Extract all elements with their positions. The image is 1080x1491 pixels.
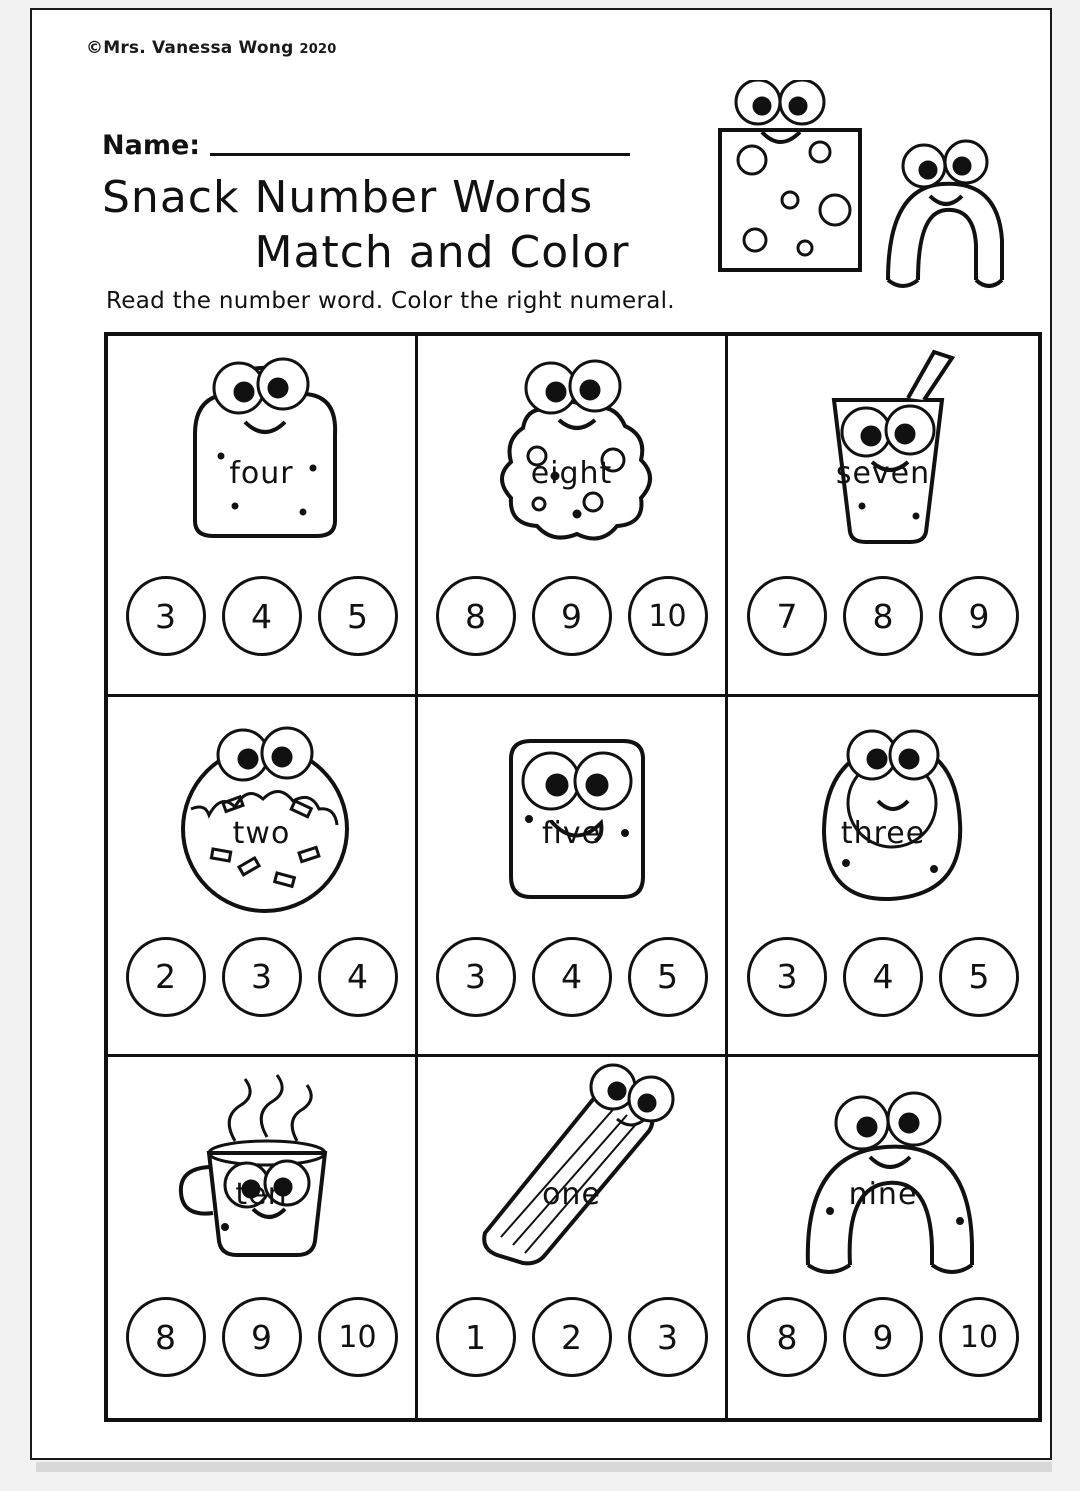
bacon-character-icon bbox=[427, 1057, 717, 1295]
header-decoration bbox=[710, 80, 1040, 315]
drink-cup-character-icon bbox=[738, 336, 1028, 574]
worksheet-cell bbox=[418, 697, 728, 1058]
number-option[interactable]: 3 bbox=[222, 937, 302, 1017]
number-word: one bbox=[542, 1176, 601, 1212]
copyright-text: ©Mrs. Vanessa Wong bbox=[86, 38, 294, 58]
number-option[interactable]: 3 bbox=[747, 937, 827, 1017]
number-options bbox=[126, 1297, 398, 1377]
number-word: nine bbox=[848, 1176, 918, 1212]
number-option[interactable]: 3 bbox=[126, 576, 206, 656]
page-title-line2: Match and Color bbox=[254, 227, 630, 278]
number-option[interactable]: 3 bbox=[436, 937, 516, 1017]
number-option[interactable]: 4 bbox=[318, 937, 398, 1017]
number-options bbox=[747, 576, 1019, 656]
number-option[interactable]: 9 bbox=[939, 576, 1019, 656]
number-word: ten bbox=[235, 1176, 288, 1212]
cookie-character-icon bbox=[427, 336, 717, 574]
worksheet-cell bbox=[418, 336, 728, 697]
number-option[interactable]: 4 bbox=[532, 937, 612, 1017]
instructions-text: Read the number word. Color the right numeral. bbox=[106, 288, 675, 314]
toast-character-icon bbox=[117, 336, 407, 574]
worksheet-cell bbox=[418, 1057, 728, 1418]
number-word: eight bbox=[530, 455, 613, 491]
number-option[interactable]: 2 bbox=[126, 937, 206, 1017]
number-option[interactable]: 9 bbox=[843, 1297, 923, 1377]
number-option[interactable]: 10 bbox=[628, 576, 708, 656]
number-option[interactable]: 2 bbox=[532, 1297, 612, 1377]
number-option[interactable]: 8 bbox=[747, 1297, 827, 1377]
number-options bbox=[436, 1297, 708, 1377]
number-option[interactable]: 5 bbox=[628, 937, 708, 1017]
cheese-character-icon bbox=[720, 80, 860, 270]
worksheet-grid bbox=[104, 332, 1042, 1422]
number-word: three bbox=[840, 816, 926, 852]
name-label: Name: bbox=[102, 130, 201, 161]
worksheet-sheet bbox=[30, 8, 1052, 1460]
number-option[interactable]: 7 bbox=[747, 576, 827, 656]
number-option[interactable]: 8 bbox=[436, 576, 516, 656]
worksheet-cell bbox=[108, 1057, 418, 1418]
number-option[interactable]: 5 bbox=[939, 937, 1019, 1017]
mug-character-icon bbox=[117, 1057, 407, 1295]
worksheet-cell bbox=[728, 697, 1038, 1058]
number-option[interactable]: 3 bbox=[628, 1297, 708, 1377]
number-options bbox=[126, 937, 398, 1017]
sandwich-character-icon bbox=[427, 697, 717, 935]
worksheet-cell bbox=[728, 1057, 1038, 1418]
number-option[interactable]: 9 bbox=[222, 1297, 302, 1377]
worksheet-cell bbox=[728, 336, 1038, 697]
number-word: five bbox=[541, 816, 602, 852]
page-title bbox=[102, 170, 782, 280]
copyright-notice bbox=[86, 38, 336, 58]
number-option[interactable]: 1 bbox=[436, 1297, 516, 1377]
page-title-line1: Snack Number Words bbox=[102, 172, 594, 223]
number-option[interactable]: 8 bbox=[126, 1297, 206, 1377]
pretzel-character-icon bbox=[888, 141, 1002, 286]
worksheet-cell bbox=[108, 336, 418, 697]
number-options bbox=[436, 576, 708, 656]
egg-character-icon bbox=[738, 697, 1028, 935]
copyright-year: 2020 bbox=[299, 42, 337, 57]
number-word: four bbox=[229, 455, 294, 491]
number-option[interactable]: 10 bbox=[939, 1297, 1019, 1377]
number-option[interactable]: 8 bbox=[843, 576, 923, 656]
number-word: seven bbox=[835, 455, 931, 491]
number-options bbox=[436, 937, 708, 1017]
name-input-line[interactable] bbox=[210, 153, 630, 156]
pretzel-character-icon bbox=[738, 1057, 1028, 1295]
number-option[interactable]: 4 bbox=[843, 937, 923, 1017]
worksheet-cell bbox=[108, 697, 418, 1058]
number-option[interactable]: 9 bbox=[532, 576, 612, 656]
number-options bbox=[126, 576, 398, 656]
number-options bbox=[747, 1297, 1019, 1377]
number-option[interactable]: 10 bbox=[318, 1297, 398, 1377]
sheet-shadow bbox=[36, 1462, 1052, 1472]
number-option[interactable]: 5 bbox=[318, 576, 398, 656]
donut-character-icon bbox=[117, 697, 407, 935]
number-options bbox=[747, 937, 1019, 1017]
name-field-row bbox=[102, 130, 630, 161]
number-word: two bbox=[232, 816, 291, 852]
number-option[interactable]: 4 bbox=[222, 576, 302, 656]
